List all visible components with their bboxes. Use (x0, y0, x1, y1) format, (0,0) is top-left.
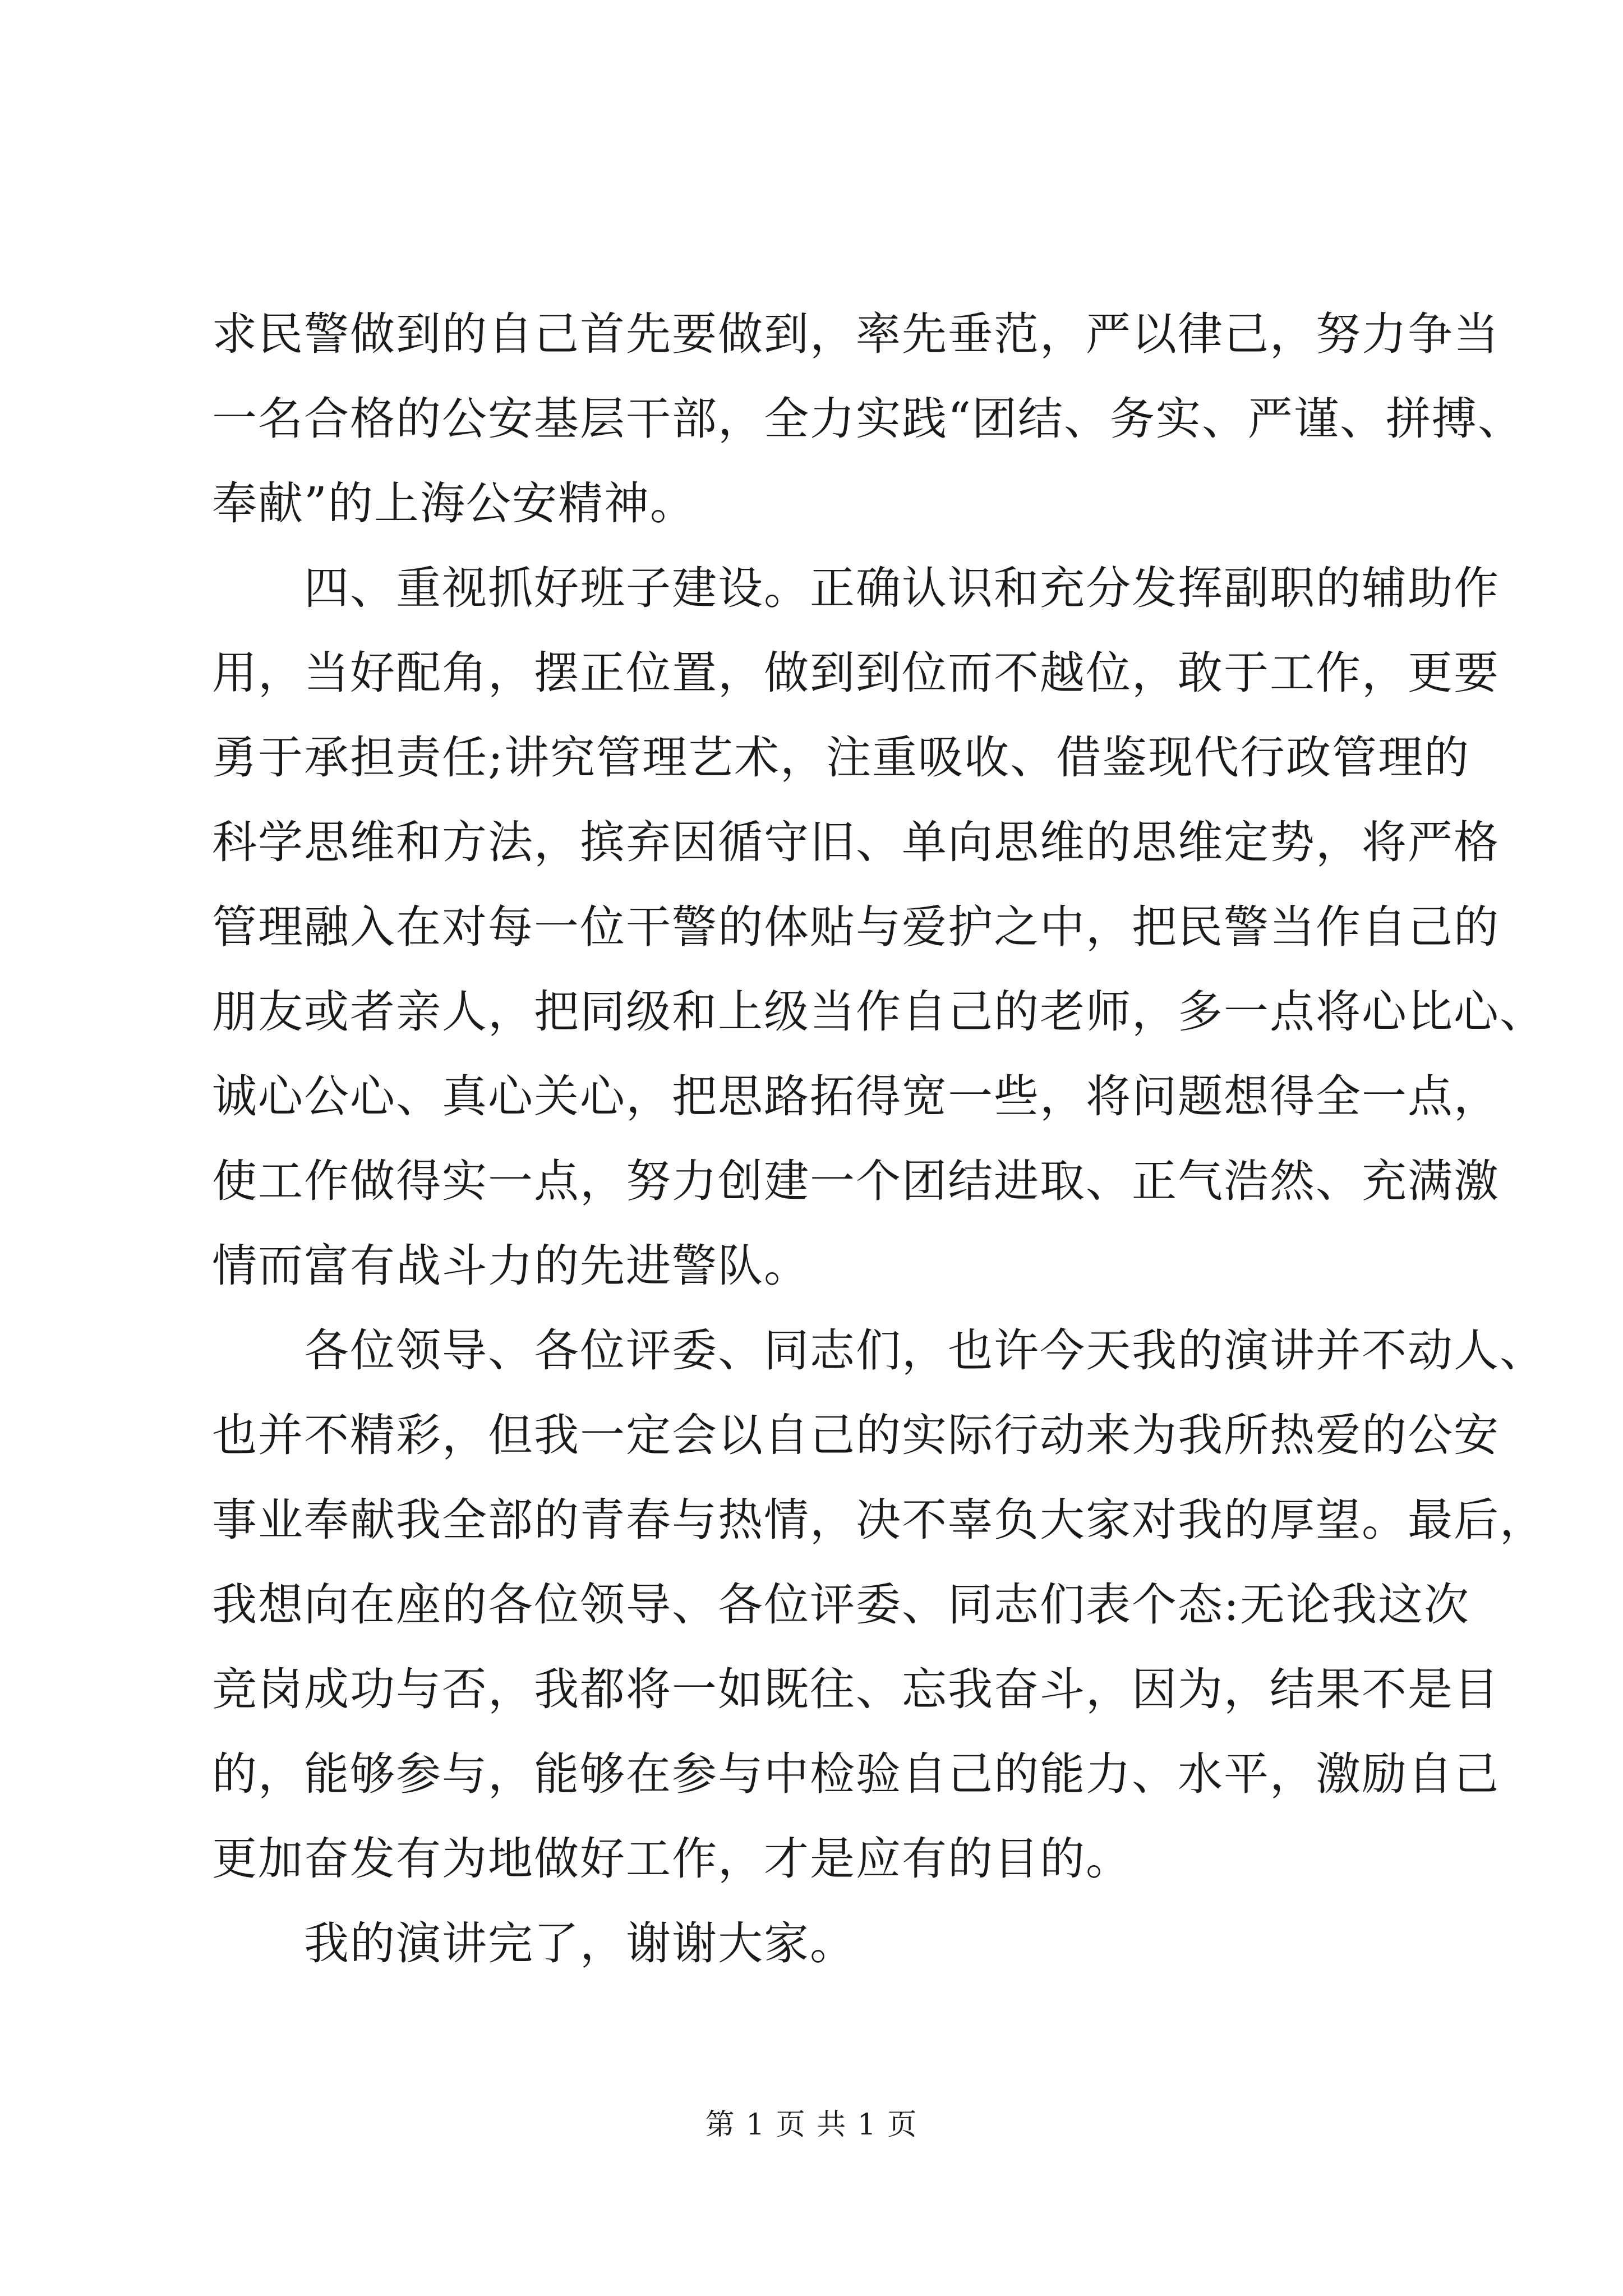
text-line: 事业奉献我全部的青春与热情，决不辜负大家对我的厚望。最后， (212, 1494, 1546, 1546)
text-line: 科学思维和方法，摈弃因循守旧、单向思维的思维定势，将严格 (212, 816, 1500, 868)
text-line: 求民警做到的自己首先要做到，率先垂范，严以律己，努力争当 (212, 308, 1500, 360)
text-line: 奉献”的上海公安精神。 (212, 477, 696, 530)
page-footer: 第 1 页 共 1 页 (705, 2108, 918, 2142)
text-line: 一名合格的公安基层干部，全力实践“团结、务实、严谨、拼搏、 (212, 393, 1524, 445)
document-body (212, 292, 1546, 1986)
text-line: 竞岗成功与否，我都将一如既往、忘我奋斗，因为，结果不是目 (212, 1663, 1500, 1715)
text-line: 诚心公心、真心关心，把思路拓得宽一些，将问题想得全一点， (212, 1070, 1500, 1122)
text-line: 四、重视抓好班子建设。正确认识和充分发挥副职的辅助作 (212, 562, 1500, 614)
text-line: 我的演讲完了，谢谢大家。 (212, 1917, 856, 1970)
text-line: 我想向在座的各位领导、各位评委、同志们表个态:无论我这次 (212, 1579, 1470, 1631)
text-line: 更加奋发有为地做好工作，才是应有的目的。 (212, 1833, 1132, 1885)
text-line: 管理融入在对每一位干警的体贴与爱护之中，把民警当作自己的 (212, 901, 1500, 953)
text-line: 朋友或者亲人，把同级和上级当作自己的老师，多一点将心比心、 (212, 986, 1546, 1038)
text-line: 的，能够参与，能够在参与中检验自己的能力、水平，激励自己 (212, 1748, 1500, 1800)
text-line: 勇于承担责任;讲究管理艺术，注重吸收、借鉴现代行政管理的 (212, 731, 1470, 784)
text-line: 使工作做得实一点，努力创建一个团结进取、正气浩然、充满激 (212, 1155, 1500, 1207)
text-line: 用，当好配角，摆正位置，做到到位而不越位，敢于工作，更要 (212, 647, 1500, 699)
text-line: 也并不精彩，但我一定会以自己的实际行动来为我所热爱的公安 (212, 1409, 1500, 1461)
text-line: 各位领导、各位评委、同志们，也许今天我的演讲并不动人、 (212, 1324, 1546, 1377)
text-line: 情而富有战斗力的先进警队。 (212, 1240, 810, 1292)
